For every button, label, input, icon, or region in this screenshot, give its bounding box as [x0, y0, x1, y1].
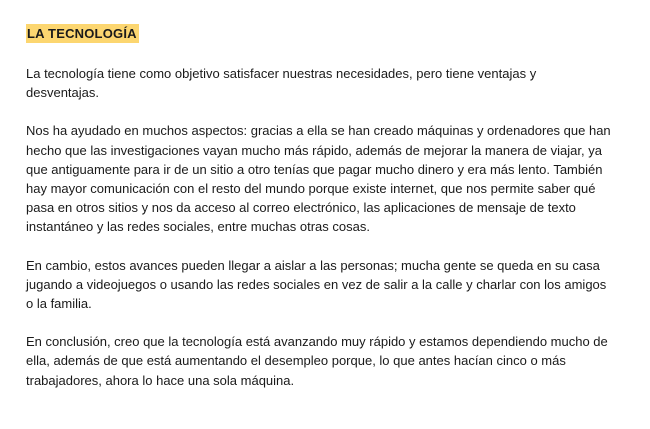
document-title: LA TECNOLOGÍA [27, 26, 137, 41]
paragraph-disadvantages: En cambio, estos avances pueden llegar a aislar a las personas; mucha gente se queda en su casa jugando a videojuegos o usando las redes sociales en vez de salir a la calle y charlar con los amigos o la familia. [26, 257, 607, 312]
paragraph-conclusion: En conclusión, creo que la tecnología está avanzando muy rápido y estamos dependiendo mucho de ella, además de que está aumentando el desempleo porque, lo que antes hacían cinco o más trabajadores, ahora lo hace una sola máquina. [26, 334, 608, 388]
paragraph-advantages: Nos ha ayudado en muchos aspectos: gracias a ella se han creado máquinas y ordenadores que han hecho que las investigaciones vayan mucho más rápido, además de mejorar la manera de viajar, ya que antiguamente para ir de un sitio a otro tenías que pagar mucho dinero y era más lento. También hay mayor comunicación con el resto del mundo porque existe internet, que nos permite saber qué pasa en otros sitios y nos da acceso al correo electrónico, las aplicaciones de mensaje de texto instantáneo y las redes sociales, entre muchas otras cosas. [26, 123, 611, 235]
paragraph-intro: La tecnología tiene como objetivo satisfacer nuestras necesidades, pero tiene ventajas y desventajas. [26, 66, 537, 101]
